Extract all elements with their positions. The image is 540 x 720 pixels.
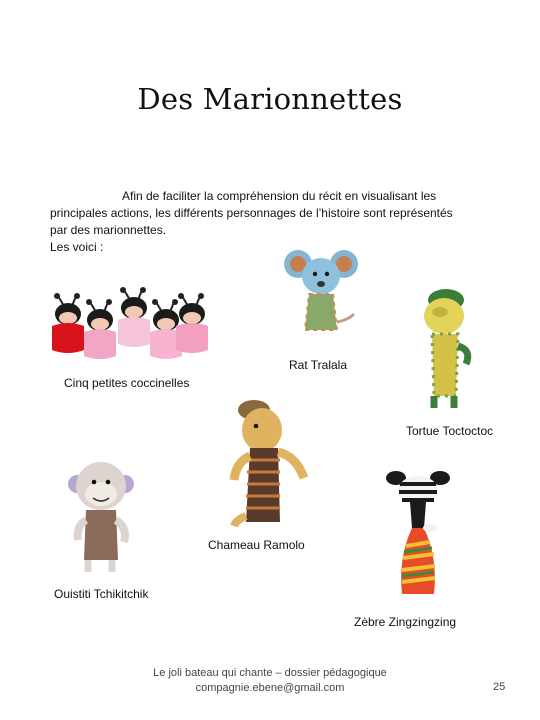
intro-paragraph (50, 188, 490, 256)
zebra-puppet-image (382, 466, 454, 598)
intro-line-1: Afin de faciliter la compréhension du récit en visualisant les (122, 189, 437, 203)
page-title: Des Marionnettes (137, 82, 403, 116)
ladybug-puppet (118, 287, 150, 347)
caption-zebra: Zèbre Zingzingzing (354, 615, 457, 629)
ladybug-puppets-image (44, 286, 216, 366)
caption-monkey: Ouistiti Tchikitchik (54, 587, 149, 601)
intro-line-3: par des marionnettes. (50, 223, 167, 237)
footer-email: compagnie.ebene@gmail.com (195, 682, 345, 694)
caption-turtle: Tortue Toctoctoc (406, 424, 494, 438)
intro-line-2: principales actions, les différents personnages de l’histoire sont représentés (50, 206, 453, 220)
camel-puppet-image (226, 396, 310, 528)
caption-camel: Chameau Ramolo (208, 538, 305, 552)
ladybug-puppet (176, 293, 208, 353)
page-footer (0, 666, 540, 696)
caption-ladybugs: Cinq petites coccinelles (64, 376, 190, 390)
rat-puppet-image (282, 244, 362, 336)
footer-line-1: Le joli bateau qui chante – dossier pédagogique (153, 667, 387, 679)
ladybug-puppet (84, 299, 116, 359)
caption-rat: Rat Tralala (289, 358, 348, 372)
turtle-puppet-image (418, 286, 474, 414)
monkey-puppet-image (66, 458, 136, 576)
ladybug-puppet (52, 293, 84, 353)
page-number: 25 (493, 681, 506, 693)
intro-line-4: Les voici : (50, 240, 104, 254)
